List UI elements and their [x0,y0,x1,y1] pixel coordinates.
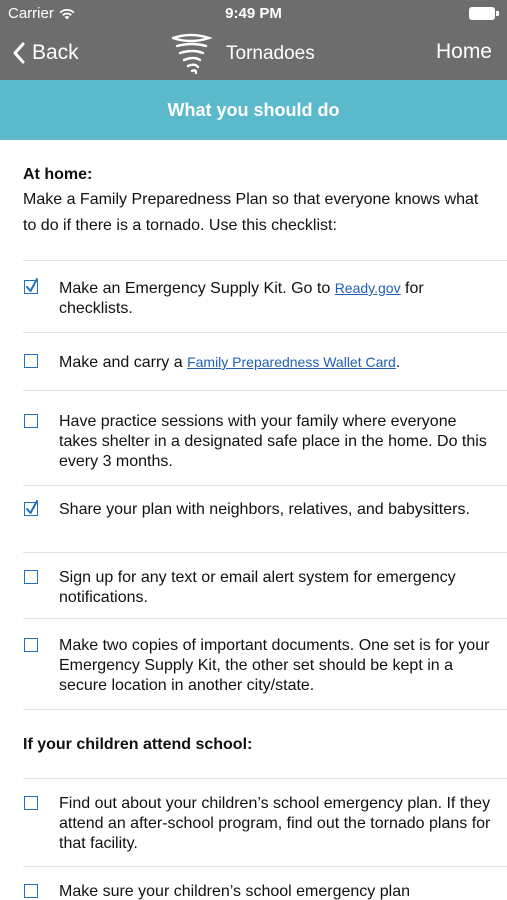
checklist-item-text [59,352,499,373]
page-title: Tornadoes [226,43,315,64]
checklist-item-text: Have practice sessions with your family where everyone takes shelter in a designated safe place in the home. Do this every 3 months. [59,413,487,470]
item-text-tail: . [395,354,401,371]
divider [23,866,507,867]
ready-gov-link[interactable]: Ready.gov [334,280,401,296]
checklist-item-text: Make two copies of important documents. One set is for your Emergency Supply Kit, the other set should be kept in a secure location in another city/state. [59,637,490,694]
nav-title-group [168,28,315,80]
home-button[interactable]: Home [435,40,492,63]
checkbox[interactable] [24,570,38,584]
divider [23,552,507,553]
divider [23,778,507,779]
wallet-card-link[interactable]: Family Preparedness Wallet Card [187,354,396,370]
back-button[interactable] [12,38,79,68]
checkbox[interactable] [24,796,38,810]
carrier-label: Carrier [8,5,54,22]
divider [23,332,507,333]
checklist-item-text: Find out about your children’s school emergency plan. If they attend an after-school program, find out the tornado plans for that facility. [59,795,491,852]
navigation-bar [0,28,507,80]
back-label: Back [32,41,79,64]
divider [23,390,507,391]
checkbox[interactable] [24,502,38,516]
checklist-item-text: Share your plan with neighbors, relatives, and babysitters. [59,501,470,518]
divider [23,618,507,619]
item-text: Make an Emergency Supply Kit. Go to [59,280,335,297]
divider [23,260,507,261]
battery-icon [469,7,499,20]
at-home-heading: At home: [23,166,93,183]
checklist-item-text: Make sure your children’s school emergency plan [59,883,410,900]
divider [23,709,507,710]
checkbox[interactable] [24,638,38,652]
checkbox[interactable] [24,354,38,368]
item-text: Make and carry a [59,354,188,371]
school-heading: If your children attend school: [23,736,253,753]
checkbox[interactable] [24,414,38,428]
checkmark-icon [24,277,40,295]
checkbox[interactable] [24,884,38,898]
at-home-intro: Make a Family Preparedness Plan so that everyone knows what to do if there is a tornado. Use this checklist: [23,191,479,234]
chevron-left-icon [12,42,26,64]
item-text-tail: for checklists. [59,280,424,317]
section-title: What you should do [167,99,340,120]
checkmark-icon [24,499,40,517]
checklist-item-text: Sign up for any text or email alert system for emergency notifications. [59,569,456,606]
status-bar [0,0,507,28]
tornado-icon [168,31,214,77]
checklist-item-text [59,278,499,319]
content-area[interactable] [0,140,507,900]
divider [23,485,507,486]
section-banner [0,80,507,140]
checkbox[interactable] [24,280,38,294]
status-time: 9:49 PM [225,5,282,22]
